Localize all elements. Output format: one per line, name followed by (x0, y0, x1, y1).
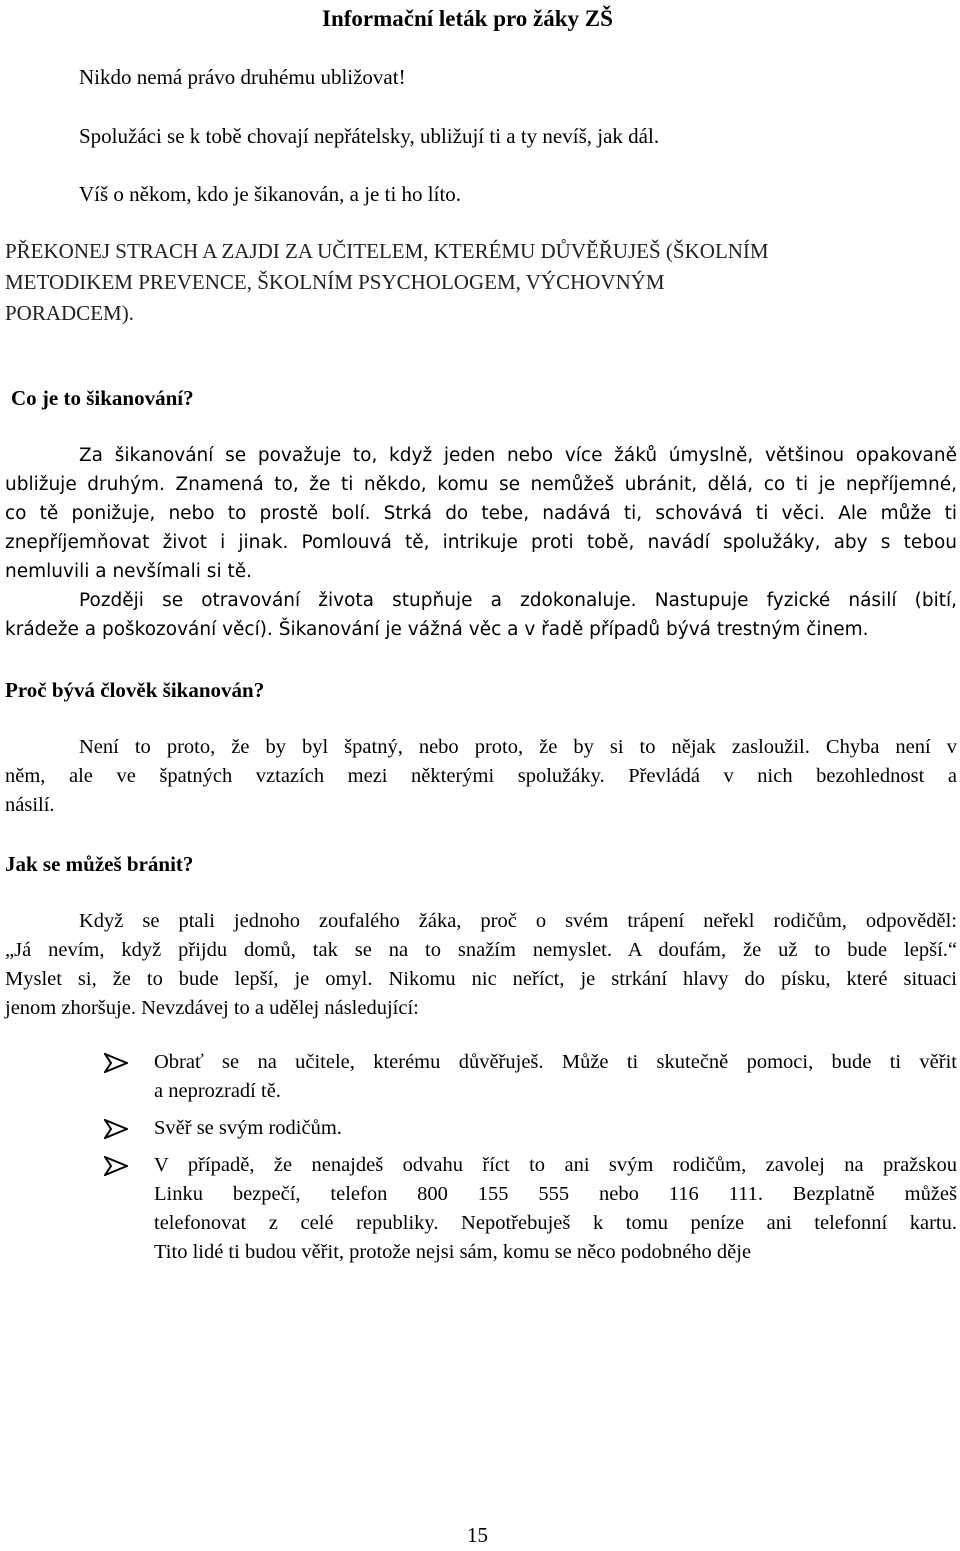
text-line: Myslet si, že to bude lepší, je omyl. Nikomu nic neříct, je strkání hlavy do písku, které situaci (5, 968, 957, 990)
heading-how-to-defend: Jak se můžeš bránit? (5, 852, 194, 876)
text-line: jenom zhoršuje. Nevzdávej to a udělej následující: (5, 997, 419, 1019)
list-item-text: V případě, že nenajdeš odvahu říct to ani svým rodičům, zavolej na pražskou (154, 1154, 957, 1176)
intro-line-3: Víš o někom, kdo je šikanován, a je ti ho líto. (79, 182, 462, 206)
arrow-bullet-icon (104, 1156, 128, 1176)
paragraph-why (5, 733, 957, 820)
document-title: Informační leták pro žáky ZŠ (322, 6, 613, 31)
text-line: Později se otravování života stupňuje a zdokonaluje. Nastupuje fyzické násilí (bití, (79, 590, 957, 611)
paragraph-definition (5, 441, 957, 644)
text-line: znepříjemňovat život i jinak. Pomlouvá tě, intrikuje proti tobě, navádí spolužáky, aby s tebou (5, 532, 957, 553)
text-line: Za šikanování se považuje to, když jeden nebo více žáků úmyslně, většinou opakovaně (79, 445, 957, 466)
intro-line-2: Spolužáci se k tobě chovají nepřátelsky, ubližují ti a ty nevíš, jak dál. (79, 124, 660, 148)
list-item (104, 1048, 960, 1106)
list-item-text: Linku bezpečí, telefon 800 155 555 nebo 116 111. Bezplatně můžeš (154, 1183, 957, 1205)
list-item (104, 1151, 960, 1267)
text-line: Když se ptali jednoho zoufalého žáka, proč o svém trápení neřekl rodičům, odpověděl: (79, 910, 957, 932)
heading-what-is-bullying: Co je to šikanování? (11, 386, 194, 410)
call-to-action-caps (5, 236, 955, 329)
heading-why-bullied: Proč bývá člověk šikanován? (5, 678, 265, 702)
advice-list (104, 1048, 960, 1275)
text-line: něm, ale ve špatných vztazích mezi některými spolužáky. Převládá v nich bezohlednost a (5, 765, 957, 787)
caps-line: PŘEKONEJ STRACH A ZAJDI ZA UČITELEM, KTERÉMU DŮVĚŘUJEŠ (ŠKOLNÍM (5, 239, 769, 263)
page-number: 15 (467, 1523, 488, 1547)
paragraph-defend (5, 907, 957, 1023)
text-line: násilí. (5, 794, 55, 816)
arrow-bullet-icon (104, 1053, 128, 1073)
caps-line: METODIKEM PREVENCE, ŠKOLNÍM PSYCHOLOGEM, VÝCHOVNÝM (5, 270, 665, 294)
text-line: nemluvili a nevšímali si tě. (5, 561, 252, 582)
text-line: co tě ponižuje, nebo to prostě bolí. Strká do tebe, nadává ti, schovává ti věci. Ale může ti (5, 503, 957, 524)
text-line: Není to proto, že by byl špatný, nebo proto, že by si to nějak zasloužil. Chyba není v (79, 736, 957, 758)
caps-line: PORADCEM). (5, 301, 134, 325)
list-item-text: Obrať se na učitele, kterému důvěřuješ. Může ti skutečně pomoci, bude ti věřit (154, 1051, 957, 1073)
list-item (104, 1114, 960, 1143)
list-item-text: Svěř se svým rodičům. (154, 1117, 342, 1139)
intro-line-1: Nikdo nemá právo druhému ubližovat! (79, 65, 406, 89)
text-line: „Já nevím, když přijdu domů, tak se na to snažím nemyslet. A doufám, že už to bude lepší.“ (5, 939, 957, 961)
list-item-text: a neprozradí tě. (154, 1080, 281, 1102)
text-line: ubližuje druhým. Znamená to, že ti někdo, komu se nemůžeš ubránit, dělá, co ti je nepříjemné, (5, 474, 957, 495)
arrow-bullet-icon (104, 1119, 128, 1139)
text-line: krádeže a poškozování věcí). Šikanování je vážná věc a v řadě případů bývá trestným činem. (5, 619, 869, 640)
list-item-text: telefonovat z celé republiky. Nepotřebuješ k tomu peníze ani telefonní kartu. (154, 1212, 957, 1234)
list-item-text: Tito lidé ti budou věřit, protože nejsi sám, komu se něco podobného děje (154, 1241, 752, 1263)
